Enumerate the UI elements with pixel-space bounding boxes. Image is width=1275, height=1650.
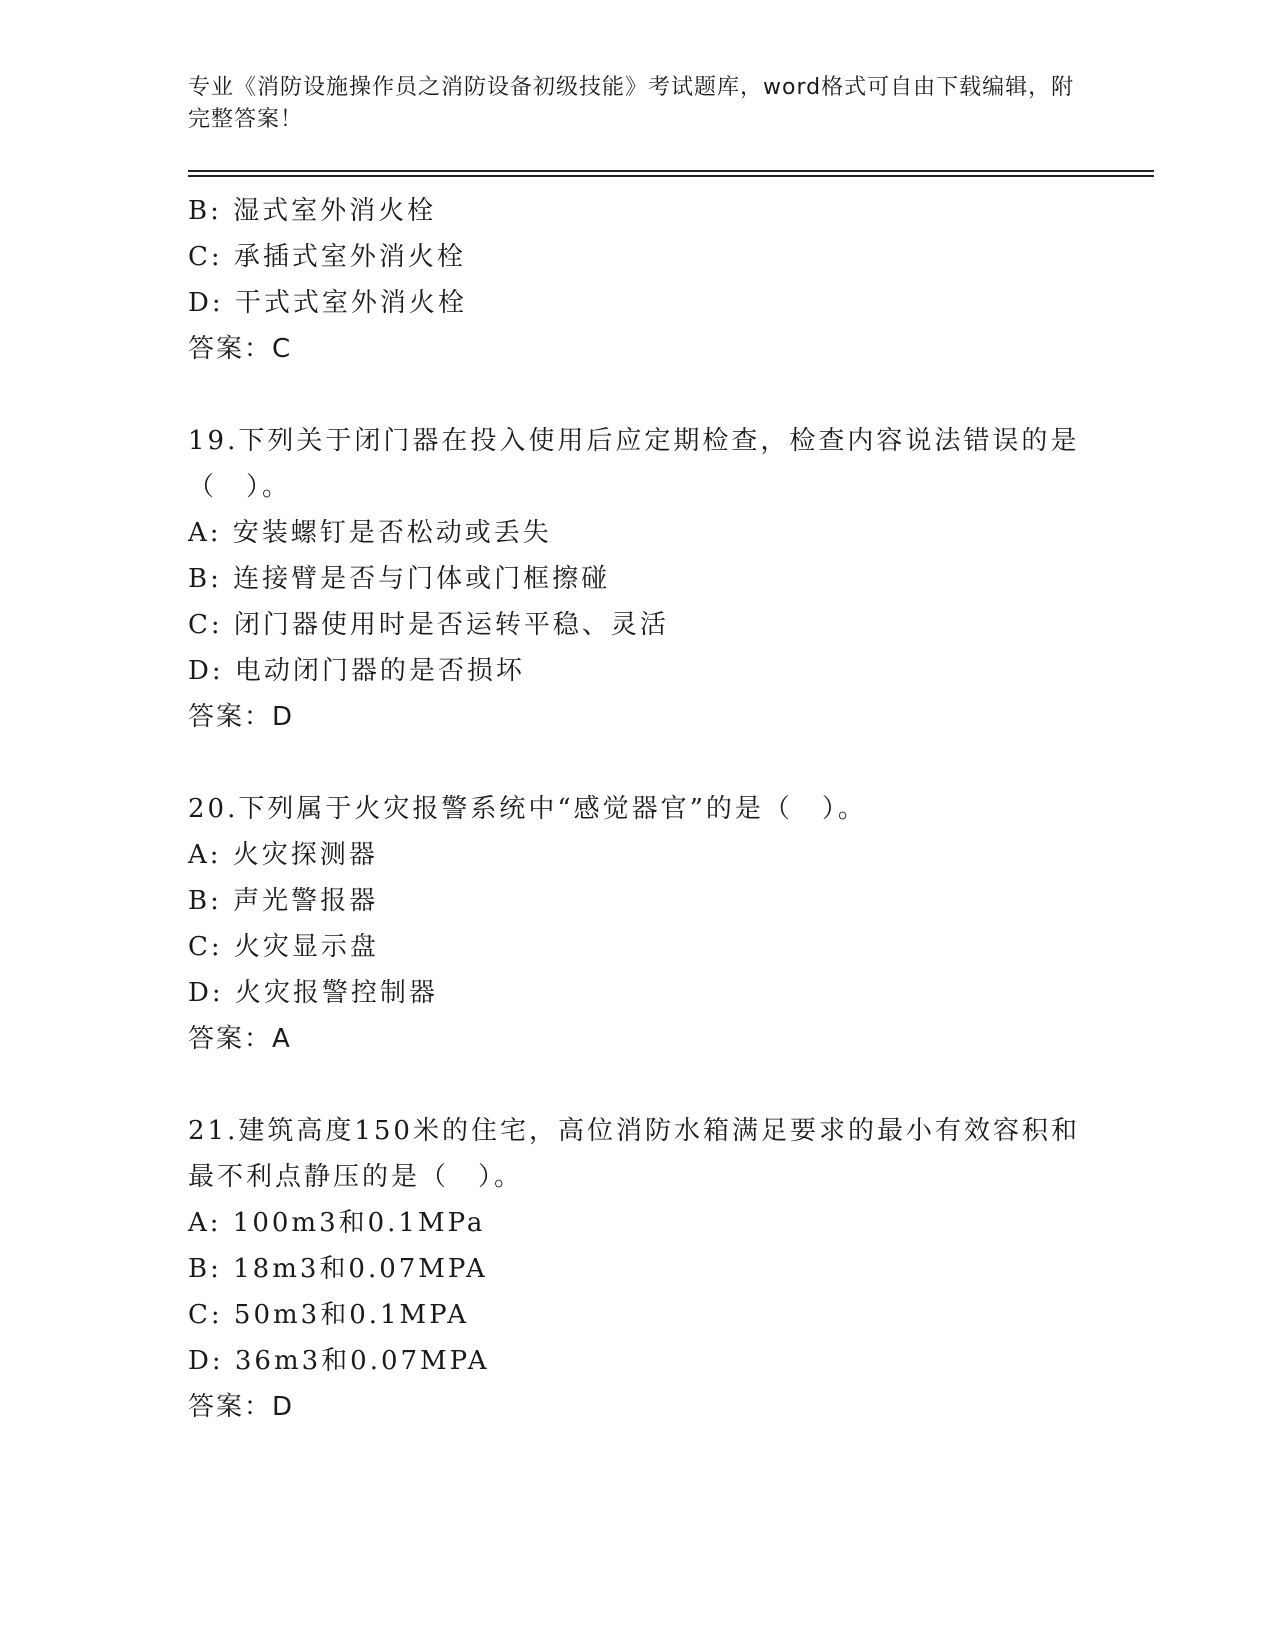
header-rule-bottom	[188, 175, 1154, 177]
option-a: A: 100m3和0.1MPa	[188, 1208, 486, 1238]
option-d: D: 36m3和0.07MPA	[188, 1346, 490, 1376]
option-d: D: 火灾报警控制器	[188, 978, 438, 1008]
option-b: B: 连接臂是否与门体或门框擦碰	[188, 564, 611, 594]
header-text: 专业《消防设施操作员之消防设备初级技能》考试题库，word格式可自由下载编辑，附完整答案！	[188, 75, 1075, 132]
question-text: 21.建筑高度150米的住宅，高位消防水箱满足要求的最小有效容积和最不利点静压的是（ ）。	[188, 1116, 1080, 1192]
spacer	[188, 372, 1088, 418]
question-block-18	[188, 188, 1088, 372]
question-block-20	[188, 786, 1088, 1062]
answer-line: 答案：D	[188, 702, 295, 732]
question-block-21	[188, 1108, 1088, 1430]
question-text: 20.下列属于火灾报警系统中“感觉器官”的是（ ）。	[188, 794, 867, 824]
option-b: B: 18m3和0.07MPA	[188, 1254, 488, 1284]
option-d: D: 电动闭门器的是否损坏	[188, 656, 525, 686]
option-c: C: 承插式室外消火栓	[188, 242, 466, 272]
answer-line: 答案：C	[188, 334, 293, 364]
document-header	[188, 72, 1088, 136]
question-list	[188, 188, 1088, 1430]
option-a: A: 火灾探测器	[188, 840, 378, 870]
option-d: D: 干式式室外消火栓	[188, 288, 467, 318]
option-c: C: 火灾显示盘	[188, 932, 379, 962]
header-rule-top	[188, 170, 1154, 172]
spacer	[188, 740, 1088, 786]
option-a: A: 安装螺钉是否松动或丢失	[188, 518, 552, 548]
question-block-19	[188, 418, 1088, 740]
answer-line: 答案：A	[188, 1024, 292, 1054]
question-text: 19.下列关于闭门器在投入使用后应定期检查，检查内容说法错误的是（ ）。	[188, 426, 1080, 502]
option-b: B: 声光警报器	[188, 886, 379, 916]
option-c: C: 闭门器使用时是否运转平稳、灵活	[188, 610, 669, 640]
option-c: C: 50m3和0.1MPA	[188, 1300, 470, 1330]
spacer	[188, 1062, 1088, 1108]
option-b: B: 湿式室外消火栓	[188, 196, 437, 226]
answer-line: 答案：D	[188, 1392, 295, 1422]
